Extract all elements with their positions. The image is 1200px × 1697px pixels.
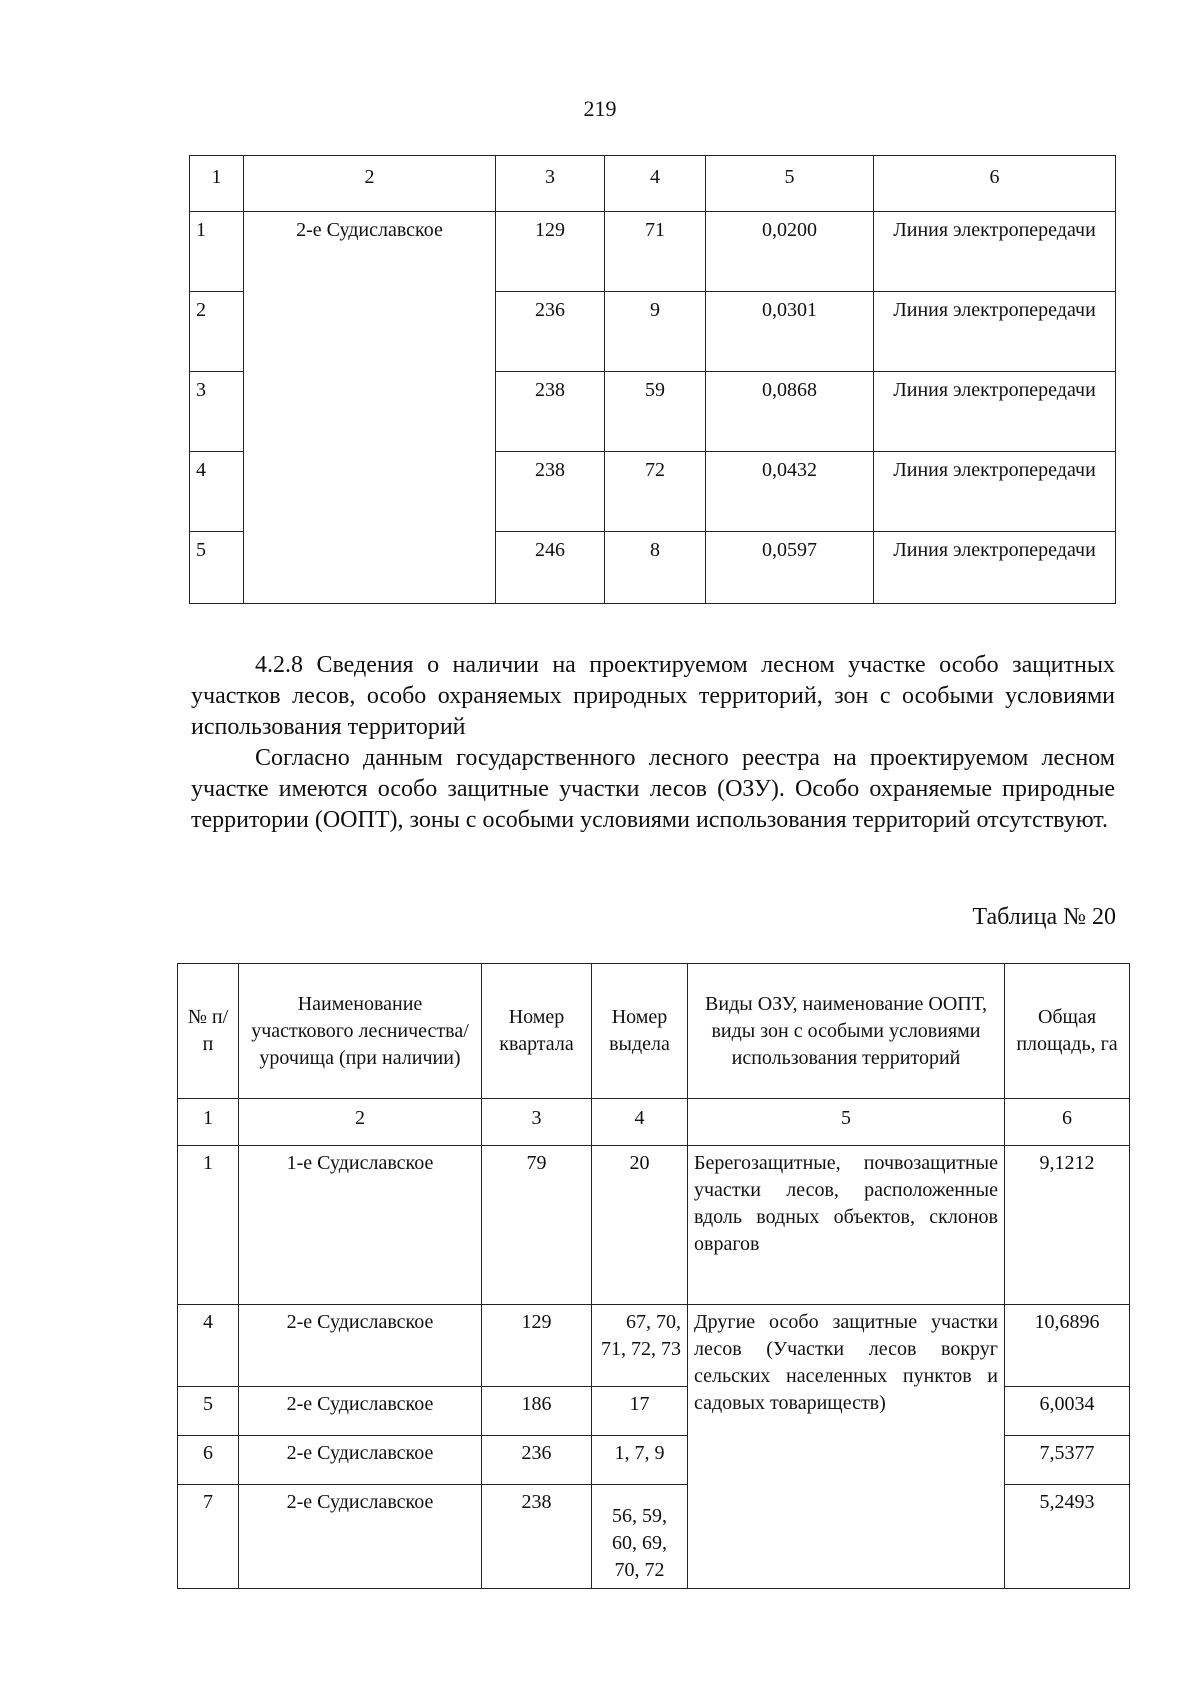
- table-top: [189, 155, 1116, 604]
- header-forestry: Наименование участкового лесничества/урочища (при наличии): [239, 964, 482, 1099]
- section-paragraph: Согласно данным государственного лесного реестра на проектируемом лесном участке имеются особо защитные участки лесов (ОЗУ). Особо охраняемые природные территории (ООПТ), зоны с особыми условиями использования территорий отсутствуют.: [191, 745, 1115, 833]
- row-number: 4: [178, 1305, 239, 1387]
- column-number-1: 1: [178, 1099, 239, 1146]
- purpose-cell: Линия электропередачи: [874, 452, 1116, 532]
- column-number-1: 1: [190, 156, 244, 212]
- column-number-2: 2: [244, 156, 496, 212]
- column-number-4: 4: [592, 1099, 688, 1146]
- row-number: 4: [190, 452, 244, 532]
- column-number-2: 2: [239, 1099, 482, 1146]
- forestry-name: 2-е Судиславское: [244, 212, 496, 604]
- area-cell: 0,0597: [706, 532, 874, 604]
- area-cell: 7,5377: [1005, 1436, 1130, 1485]
- page-number: 219: [583, 96, 617, 121]
- section-4-2-8: [191, 650, 1115, 836]
- kvartal-cell: 129: [496, 212, 605, 292]
- column-number-3: 3: [496, 156, 605, 212]
- area-cell: 10,6896: [1005, 1305, 1130, 1387]
- row-number: 3: [190, 372, 244, 452]
- table-row: [178, 1099, 1130, 1146]
- column-number-6: 6: [1005, 1099, 1130, 1146]
- area-cell: 6,0034: [1005, 1387, 1130, 1436]
- vydel-cell: 71: [605, 212, 706, 292]
- area-cell: 9,1212: [1005, 1146, 1130, 1305]
- vydel-cell: 72: [605, 452, 706, 532]
- area-cell: 0,0200: [706, 212, 874, 292]
- vydel-cell: 56, 59, 60, 69, 70, 72: [592, 1485, 688, 1589]
- column-number-5: 5: [688, 1099, 1005, 1146]
- purpose-cell: Линия электропередачи: [874, 292, 1116, 372]
- forestry-cell: 2-е Судиславское: [239, 1387, 482, 1436]
- section-heading: 4.2.8 Сведения о наличии на проектируемом лесном участке особо защитных участков лесов, особо охраняемых природных территорий, зон с особыми условиями использования территорий: [191, 652, 1115, 740]
- header-type: Виды ОЗУ, наименование ООПТ, виды зон с особыми условиями использования территорий: [688, 964, 1005, 1099]
- forestry-cell: 1-е Судиславское: [239, 1146, 482, 1305]
- table-row: [190, 212, 1116, 292]
- kvartal-cell: 236: [496, 292, 605, 372]
- vydel-cell: 59: [605, 372, 706, 452]
- kvartal-cell: 238: [496, 372, 605, 452]
- kvartal-cell: 79: [482, 1146, 592, 1305]
- header-kvartal: Номер квартала: [482, 964, 592, 1099]
- kvartal-cell: 238: [496, 452, 605, 532]
- row-number: 5: [178, 1387, 239, 1436]
- row-number: 1: [178, 1146, 239, 1305]
- purpose-cell: Линия электропередачи: [874, 372, 1116, 452]
- purpose-cell: Линия электропередачи: [874, 532, 1116, 604]
- forestry-cell: 2-е Судиславское: [239, 1436, 482, 1485]
- kvartal-cell: 186: [482, 1387, 592, 1436]
- vydel-cell: 17: [592, 1387, 688, 1436]
- forestry-cell: 2-е Судиславское: [239, 1305, 482, 1387]
- table-row: [178, 1305, 1130, 1387]
- column-number-4: 4: [605, 156, 706, 212]
- header-vydel: Номер выдела: [592, 964, 688, 1099]
- row-number: 1: [190, 212, 244, 292]
- vydel-cell: 1, 7, 9: [592, 1436, 688, 1485]
- row-number: 7: [178, 1485, 239, 1589]
- kvartal-cell: 236: [482, 1436, 592, 1485]
- area-cell: 5,2493: [1005, 1485, 1130, 1589]
- column-number-6: 6: [874, 156, 1116, 212]
- area-cell: 0,0868: [706, 372, 874, 452]
- column-number-5: 5: [706, 156, 874, 212]
- table-row: [178, 1146, 1130, 1305]
- area-cell: 0,0301: [706, 292, 874, 372]
- vydel-cell: 20: [592, 1146, 688, 1305]
- table-row: [190, 156, 1116, 212]
- table-caption: Таблица № 20: [972, 904, 1116, 930]
- table-header-row: [178, 964, 1130, 1099]
- ozu-type-cell: Берегозащитные, почвозащитные участки лесов, расположенные вдоль водных объектов, склонов оврагов: [688, 1146, 1005, 1305]
- kvartal-cell: 246: [496, 532, 605, 604]
- vydel-cell: 9: [605, 292, 706, 372]
- ozu-type-cell: Другие особо защитные участки лесов (Участки лесов вокруг сельских населенных пунктов и садовых товариществ): [688, 1305, 1005, 1589]
- row-number: 5: [190, 532, 244, 604]
- area-cell: 0,0432: [706, 452, 874, 532]
- vydel-cell: 8: [605, 532, 706, 604]
- purpose-cell: Линия электропередачи: [874, 212, 1116, 292]
- row-number: 6: [178, 1436, 239, 1485]
- vydel-cell: 67, 70, 71, 72, 73: [592, 1305, 688, 1387]
- row-number: 2: [190, 292, 244, 372]
- forestry-cell: 2-е Судиславское: [239, 1485, 482, 1589]
- kvartal-cell: 129: [482, 1305, 592, 1387]
- header-number: № п/п: [178, 964, 239, 1099]
- table-20: [177, 963, 1130, 1589]
- kvartal-cell: 238: [482, 1485, 592, 1589]
- header-area: Общая площадь, га: [1005, 964, 1130, 1099]
- column-number-3: 3: [482, 1099, 592, 1146]
